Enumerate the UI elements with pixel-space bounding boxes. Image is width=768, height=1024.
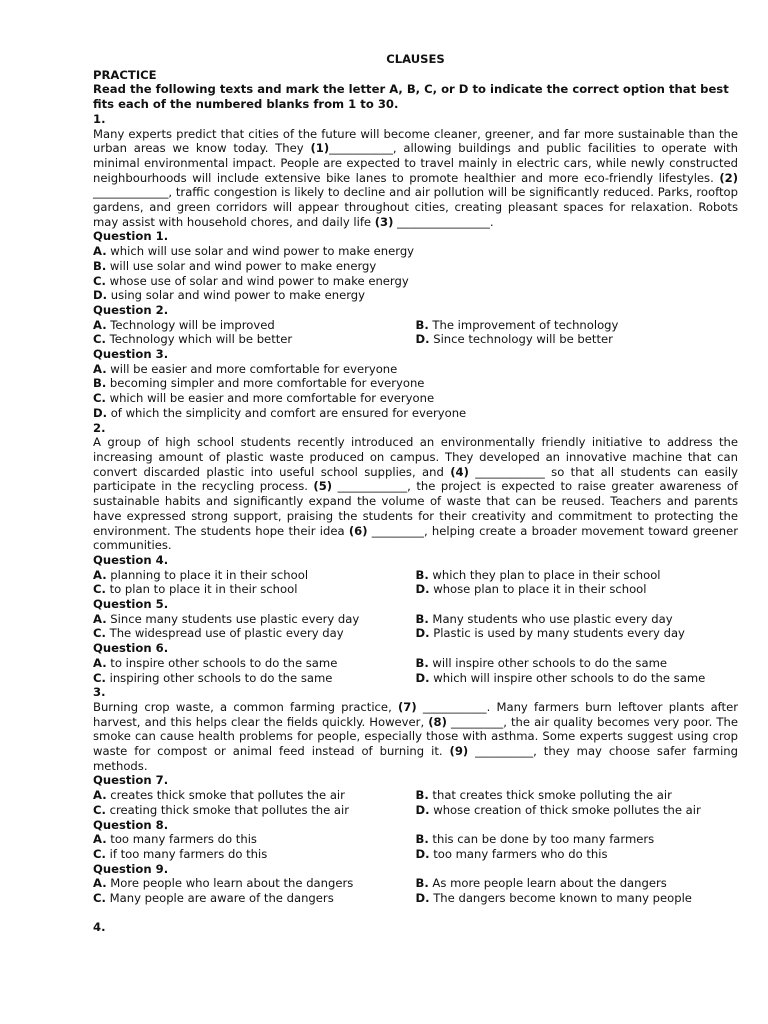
- options-column: [93, 318, 416, 333]
- option-text: Many students who use plastic every day: [428, 611, 673, 626]
- option-letter: B.: [415, 876, 429, 891]
- answer-option: [93, 876, 416, 891]
- options-column: [93, 626, 416, 641]
- blank-number: (8): [428, 714, 447, 729]
- option-text: inspiring other schools to do the same: [105, 670, 333, 685]
- answer-option: [416, 891, 739, 906]
- answer-option: [93, 318, 416, 333]
- passage-segment: _________, the air quality becomes very poor. The smoke can cause health problems for people, especially those with asthma. Some experts suggest using crop waste for compost or animal feed instead of burning it.: [93, 714, 738, 759]
- option-text: which they plan to place in their school: [428, 567, 661, 582]
- option-letter: D.: [93, 405, 108, 420]
- option-text: which will use solar and wind power to make energy: [106, 244, 415, 259]
- option-letter: C.: [93, 391, 106, 406]
- options-column: [416, 891, 739, 906]
- answer-option: [93, 376, 738, 391]
- options-row: [93, 671, 738, 686]
- blank-number: (6): [348, 523, 368, 538]
- options-column: [93, 582, 416, 597]
- document-page: [93, 52, 738, 934]
- answer-option: [93, 288, 738, 303]
- sections-container: [93, 112, 738, 906]
- section-number: 4.: [93, 919, 106, 934]
- option-letter: D.: [415, 332, 430, 347]
- option-text: Technology which will be better: [105, 332, 293, 347]
- blank-number: (4): [450, 464, 469, 479]
- option-text: becoming simpler and more comfortable for everyone: [106, 376, 425, 391]
- option-text: if too many farmers do this: [105, 846, 268, 861]
- option-letter: C.: [93, 802, 106, 817]
- section-number: 2.: [93, 420, 106, 435]
- options-row: [93, 891, 738, 906]
- passage-segment: ___________. Many farmers burn leftover plants after harvest, and this helps clear the fields quickly. However,: [93, 699, 739, 729]
- passage-segment: A group of high school students recently introduced an environmentally friendly initiative to address the increasing amount of plastic waste produced on campus. They developed an innovative machine that can convert discarded plastic into useful school supplies, and: [93, 435, 738, 479]
- option-letter: B.: [93, 258, 107, 273]
- answer-option: [93, 582, 416, 597]
- question-label: Question 2.: [93, 302, 169, 317]
- option-text: will be easier and more comfortable for everyone: [106, 361, 398, 376]
- option-text: The widespread use of plastic every day: [105, 626, 344, 641]
- options-column: [416, 612, 739, 627]
- option-text: Technology will be improved: [106, 317, 275, 332]
- answer-option: [93, 832, 416, 847]
- options-row: [93, 803, 738, 818]
- answer-option: [416, 582, 739, 597]
- answer-option: [93, 332, 416, 347]
- options-row: [93, 788, 738, 803]
- option-text: As more people learn about the dangers: [428, 876, 667, 891]
- question-label: Question 5.: [93, 597, 169, 612]
- options-column: [93, 612, 416, 627]
- practice-heading: PRACTICE: [93, 67, 157, 82]
- answer-option: [93, 803, 416, 818]
- blank-number: (7): [397, 699, 417, 714]
- answer-option: [93, 568, 416, 583]
- option-letter: C.: [93, 273, 106, 288]
- option-text: which will be easier and more comfortable for everyone: [105, 391, 435, 406]
- blank-number: (5): [313, 479, 333, 494]
- answer-option: [93, 391, 738, 406]
- answer-option: [93, 656, 416, 671]
- options-row: [93, 318, 738, 333]
- answer-option: [416, 803, 739, 818]
- answer-option: [416, 626, 739, 641]
- option-letter: C.: [93, 670, 106, 685]
- answer-option: [416, 876, 739, 891]
- option-text: The improvement of technology: [428, 317, 619, 332]
- options-row: [93, 626, 738, 641]
- options-column: [93, 332, 416, 347]
- option-text: Since technology will be better: [429, 332, 613, 347]
- question-label: Question 6.: [93, 641, 169, 656]
- option-letter: B.: [93, 376, 107, 391]
- answer-option: [93, 274, 738, 289]
- options-row: [93, 568, 738, 583]
- passage-segment: ___________, allowing buildings and public facilities to operate with minimal environmental impact. People are expected to travel mainly in electric cars, while newly constructed neighbourhoods will include extensive bike lanes to promote healthier and more eco-friendly lifestyles.: [93, 141, 738, 185]
- option-letter: D.: [415, 891, 430, 906]
- answer-option: [416, 832, 739, 847]
- passage-segment: Many experts predict that cities of the future will become cleaner, greener, and far more sustainable than the urban areas we know today. They: [93, 126, 738, 156]
- option-letter: B.: [415, 611, 429, 626]
- option-text: The dangers become known to many people: [429, 891, 692, 906]
- question-label: Question 1.: [93, 229, 169, 244]
- passage-segment: ________________.: [393, 214, 494, 229]
- option-text: creates thick smoke that pollutes the air: [106, 788, 345, 803]
- option-letter: B.: [415, 832, 429, 847]
- option-text: planning to place it in their school: [106, 567, 309, 582]
- answer-option: [416, 612, 739, 627]
- options-row: [93, 832, 738, 847]
- options-column: [416, 803, 739, 818]
- options-column: [416, 671, 739, 686]
- options-column: [416, 626, 739, 641]
- answer-option: [416, 656, 739, 671]
- option-letter: A.: [93, 317, 107, 332]
- passage-segment: ____________ so that all students can easily participate in the recycling process.: [93, 464, 738, 494]
- passage-segment: ____________, the project is expected to raise greater awareness of sustainable habits and significantly expand the volume of waste that can be reused. Teachers and parents have expressed strong support, praising the students for their creativity and commitment to protecting the environment. The students hope their idea: [93, 479, 738, 538]
- option-letter: D.: [415, 802, 430, 817]
- answer-option: [93, 626, 416, 641]
- option-text: will use solar and wind power to make energy: [106, 258, 377, 273]
- option-text: using solar and wind power to make energy: [107, 288, 365, 303]
- passage-text: [93, 435, 738, 553]
- options-column: [416, 832, 739, 847]
- option-letter: B.: [415, 655, 429, 670]
- section-number: 1.: [93, 111, 106, 126]
- options-column: [93, 803, 416, 818]
- option-letter: A.: [93, 361, 107, 376]
- option-text: too many farmers who do this: [429, 846, 608, 861]
- answer-option: [93, 244, 738, 259]
- answer-option: [93, 788, 416, 803]
- blank-number: (2): [719, 170, 738, 185]
- option-text: Plastic is used by many students every day: [429, 626, 685, 641]
- passage-text: [93, 700, 738, 774]
- option-text: whose creation of thick smoke pollutes the air: [429, 802, 701, 817]
- answer-option: [416, 568, 739, 583]
- options-column: [416, 318, 739, 333]
- options-column: [93, 568, 416, 583]
- instructions: Read the following texts and mark the letter A, B, C, or D to indicate the correct option that best fits each of the numbered blanks from 1 to 30.: [93, 82, 729, 112]
- option-letter: B.: [415, 788, 429, 803]
- option-text: More people who learn about the dangers: [106, 876, 354, 891]
- option-text: whose plan to place it in their school: [429, 582, 647, 597]
- answer-option: [416, 847, 739, 862]
- option-letter: A.: [93, 655, 107, 670]
- option-text: will inspire other schools to do the same: [428, 655, 667, 670]
- options-column: [416, 656, 739, 671]
- option-text: creating thick smoke that pollutes the air: [105, 802, 350, 817]
- spacer: [93, 906, 738, 920]
- options-column: [416, 332, 739, 347]
- answer-option: [93, 891, 416, 906]
- option-letter: D.: [415, 670, 430, 685]
- options-column: [93, 656, 416, 671]
- option-letter: B.: [415, 567, 429, 582]
- option-text: that creates thick smoke polluting the air: [428, 788, 672, 803]
- passage-segment: Burning crop waste, a common farming practice,: [93, 699, 398, 714]
- option-letter: B.: [415, 317, 429, 332]
- answer-option: [93, 259, 738, 274]
- option-letter: C.: [93, 891, 106, 906]
- option-text: Many people are aware of the dangers: [105, 891, 334, 906]
- options-row: [93, 582, 738, 597]
- option-text: which will inspire other schools to do the same: [429, 670, 706, 685]
- option-letter: A.: [93, 876, 107, 891]
- option-letter: D.: [93, 288, 108, 303]
- options-row: [93, 332, 738, 347]
- options-column: [93, 847, 416, 862]
- option-letter: A.: [93, 832, 107, 847]
- option-letter: A.: [93, 611, 107, 626]
- option-text: to plan to place it in their school: [105, 582, 298, 597]
- answer-option: [93, 362, 738, 377]
- options-column: [93, 832, 416, 847]
- options-row: [93, 656, 738, 671]
- question-label: Question 4.: [93, 552, 169, 567]
- page-title: CLAUSES: [386, 52, 445, 66]
- passage-text: [93, 127, 738, 230]
- answer-option: [416, 318, 739, 333]
- option-text: of which the simplicity and comfort are ensured for everyone: [107, 405, 467, 420]
- option-text: whose use of solar and wind power to make energy: [105, 273, 409, 288]
- options-column: [416, 568, 739, 583]
- option-letter: A.: [93, 244, 107, 259]
- answer-option: [416, 332, 739, 347]
- options-column: [416, 847, 739, 862]
- answer-option: [93, 847, 416, 862]
- option-letter: A.: [93, 567, 107, 582]
- options-column: [416, 788, 739, 803]
- question-label: Question 7.: [93, 773, 169, 788]
- options-column: [93, 671, 416, 686]
- option-letter: A.: [93, 788, 107, 803]
- options-row: [93, 847, 738, 862]
- options-column: [416, 876, 739, 891]
- passage-segment: _________, helping create a broader movement toward greener communities.: [93, 523, 738, 553]
- section-number: 3.: [93, 685, 106, 700]
- option-letter: C.: [93, 332, 106, 347]
- blank-number: (3): [374, 214, 394, 229]
- options-row: [93, 612, 738, 627]
- question-label: Question 8.: [93, 817, 169, 832]
- options-column: [416, 582, 739, 597]
- option-letter: D.: [415, 846, 430, 861]
- question-label: Question 9.: [93, 861, 169, 876]
- option-letter: C.: [93, 626, 106, 641]
- option-text: too many farmers do this: [106, 832, 257, 847]
- question-label: Question 3.: [93, 347, 169, 362]
- option-letter: D.: [415, 582, 430, 597]
- option-text: to inspire other schools to do the same: [106, 655, 338, 670]
- option-letter: D.: [415, 626, 430, 641]
- option-letter: C.: [93, 846, 106, 861]
- blank-number: (1): [310, 141, 330, 156]
- blank-number: (9): [449, 744, 469, 759]
- options-column: [93, 876, 416, 891]
- passage-segment: _____________, traffic congestion is likely to decline and air pollution will be significantly reduced. Parks, rooftop gardens, and green corridors will appear throughout cities, creating pleasant spaces for relaxation. Robots may assist with household chores, and daily life: [93, 185, 738, 229]
- answer-option: [416, 671, 739, 686]
- option-letter: C.: [93, 582, 106, 597]
- answer-option: [93, 406, 738, 421]
- answer-option: [93, 671, 416, 686]
- passage-segment: __________, they may choose safer farming methods.: [93, 744, 739, 773]
- option-text: this can be done by too many farmers: [428, 832, 655, 847]
- answer-option: [93, 612, 416, 627]
- options-column: [93, 891, 416, 906]
- options-column: [93, 788, 416, 803]
- answer-option: [416, 788, 739, 803]
- option-text: Since many students use plastic every day: [106, 611, 360, 626]
- options-row: [93, 876, 738, 891]
